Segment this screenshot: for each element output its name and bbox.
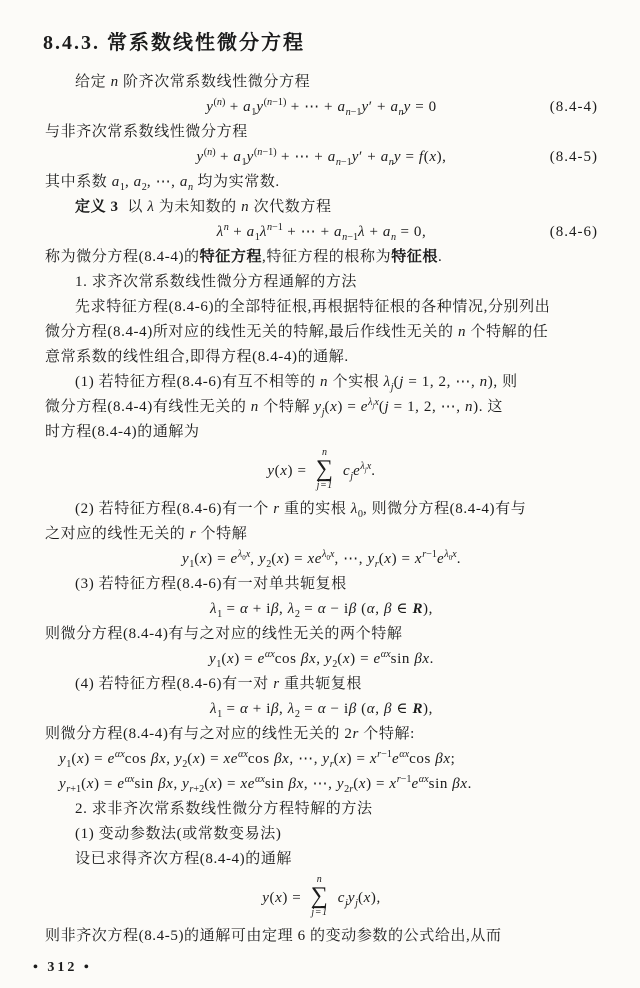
- equation: $y_1(x) = e^{\lambda_0x}$, $y_2(x) = xe^{\lambda_0x}$, ⋯, $y_r(x) = x^{r-1}e^{\lambda_0x}$.: [181, 549, 462, 570]
- equation: $\lambda_1 = \alpha + i\beta$, $\lambda_2 = \alpha - i\beta$ (α, β ∈ R),: [209, 701, 433, 720]
- text-line: 与非齐次常系数线性微分方程: [45, 124, 248, 140]
- text-line: 时方程(8.4-4)的通解为: [45, 424, 200, 440]
- equation: $y^{(n)} + a_1y^{(n-1)}$ + ⋯ + $a_{n-1}y' + a_ny = f(x)$,: [196, 147, 447, 168]
- text-line: 则微分方程(8.4-4)有与之对应的线性无关的两个特解: [45, 626, 403, 642]
- equation-line: [45, 145, 598, 170]
- equation-line: [45, 647, 598, 672]
- equation-line: [45, 597, 598, 622]
- display-equation: y(x) = n ∑ j=1 $c_je^{\lambda_jx}$.: [267, 447, 376, 491]
- equation-number: (8.4-5): [549, 149, 598, 165]
- case-line: (4) 若特征方程(8.4-6)有一对 r 重共轭复根: [75, 676, 363, 692]
- text-line: 微分方程(8.4-4)所对应的线性无关的特解,最后作线性无关的 n 个特解的任: [45, 324, 549, 340]
- equation-line: [45, 547, 598, 572]
- subsection-heading: 1. 求齐次常系数线性微分方程通解的方法: [75, 274, 358, 290]
- text-line: 微分方程(8.4-4)有线性无关的 n 个特解 $y_j(x) = e^{\lambda_jx}(j = 1$, 2, ⋯, n). 这: [45, 397, 503, 418]
- section-heading: 8.4.3. 常系数线性微分方程: [43, 32, 305, 54]
- equation-line: $y_{r+1}(x) = e^{\alpha x}\sin$ βx, $y_{r+2}(x) = xe^{\alpha x}\sin$ βx, ⋯, $y_{2r}(x) = x^{r-1}e^{\alpha x}\sin$ βx.: [59, 774, 472, 795]
- text-line: 给定 n 阶齐次常系数线性微分方程: [75, 74, 311, 90]
- text-line: 先求特征方程(8.4-6)的全部特征根,再根据特征根的各种情况,分别列出: [75, 299, 551, 315]
- equation-line: [45, 697, 598, 722]
- text-line: 意常系数的线性组合,即得方程(8.4-4)的通解.: [45, 349, 349, 365]
- case-line: (1) 若特征方程(8.4-6)有互不相等的 n 个实根 $\lambda_j(j = 1$, 2, ⋯, n), 则: [75, 374, 518, 393]
- equation-line: [45, 220, 598, 245]
- equation-number: (8.4-6): [549, 224, 598, 240]
- display-equation: y(x) = n ∑ j=1 $c_jy_j(x)$,: [262, 874, 381, 918]
- definition-line: 定义 3 以 λ 为未知数的 n 次代数方程: [75, 199, 332, 215]
- equation: $y^{(n)} + a_1y^{(n-1)}$ + ⋯ + $a_{n-1}y' + a_ny = 0$: [206, 97, 437, 118]
- case-line: (3) 若特征方程(8.4-6)有一对单共轭复根: [75, 576, 347, 592]
- equation: $\lambda_1 = \alpha + i\beta$, $\lambda_2 = \alpha - i\beta$ (α, β ∈ R),: [209, 601, 433, 620]
- text-line: 其中系数 $a_1$, $a_2$, ⋯, $a_n$ 均为实常数.: [45, 174, 280, 193]
- case-line: (2) 若特征方程(8.4-6)有一个 r 重的实根 $\lambda_0$, 则微分方程(8.4-4)有与: [75, 501, 527, 520]
- content: [45, 70, 598, 949]
- equation: $\lambda^n + a_1\lambda^{n-1}$ + ⋯ + $a_{n-1}\lambda + a_n = 0$,: [216, 222, 427, 243]
- text-line: (1) 变动参数法(或常数变易法): [75, 826, 282, 842]
- equation-number: (8.4-4): [549, 99, 598, 115]
- equation: $y_1(x) = e^{\alpha x}\cos$ βx, $y_2(x) = e^{\alpha x}\sin$ βx.: [208, 649, 435, 670]
- subsection-heading: 2. 求非齐次常系数线性微分方程特解的方法: [75, 801, 373, 817]
- equation-line: [45, 95, 598, 120]
- text-line: 称为微分方程(8.4-4)的特征方程,特征方程的根称为特征根.: [45, 249, 443, 265]
- page-number: • 312 •: [33, 960, 92, 975]
- equation-line: $y_1(x) = e^{\alpha x}\cos$ βx, $y_2(x) = xe^{\alpha x}\cos$ βx, ⋯, $y_r(x) = x^{r-1}e^{\alpha x}\cos$ βx;: [59, 749, 456, 770]
- text-line: 则非齐次方程(8.4-5)的通解可由定理 6 的变动参数的公式给出,从而: [45, 928, 502, 944]
- text-line: 则微分方程(8.4-4)有与之对应的线性无关的 2r 个特解:: [45, 726, 415, 742]
- text-line: 设已求得齐次方程(8.4-4)的通解: [75, 851, 293, 867]
- text-line: 之对应的线性无关的 r 个特解: [45, 526, 248, 542]
